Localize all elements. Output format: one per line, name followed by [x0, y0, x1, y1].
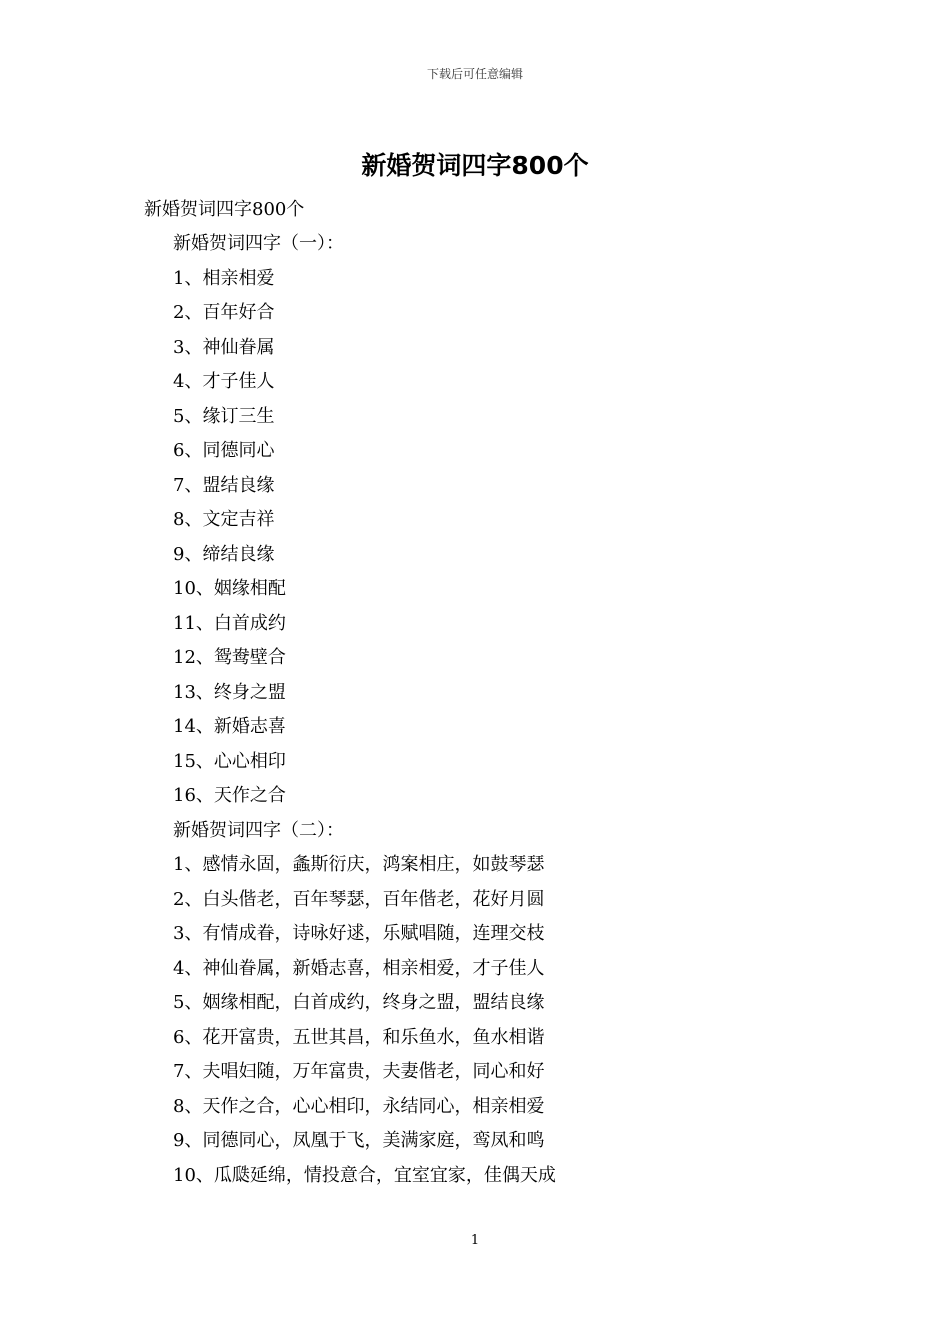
list-item: 4、神仙眷属，新婚志喜，相亲相爱，才子佳人	[173, 957, 545, 979]
list-item: 2、百年好合	[173, 302, 275, 323]
section-heading-1: 新婚贺词四字（一）：	[173, 233, 344, 254]
list-item: 11、白首成约	[173, 612, 286, 634]
list-item: 16、天作之合	[173, 785, 286, 806]
list-item: 15、心心相印	[173, 750, 286, 772]
page-number: 1	[470, 1233, 480, 1248]
list-item: 7、夫唱妇随，万年富贵，夫妻偕老，同心和好	[173, 1061, 545, 1082]
list-item: 5、姻缘相配，白首成约，终身之盟，盟结良缘	[173, 992, 545, 1013]
list-item: 2、白头偕老，百年琴瑟，百年偕老，花好月圆	[173, 888, 545, 910]
list-item: 1、感情永固，螽斯衍庆，鸿案相庄，如鼓琴瑟	[173, 854, 545, 875]
list-item: 5、缘订三生	[173, 405, 275, 427]
body-text	[173, 230, 556, 1196]
list-item: 6、花开富贵，五世其昌，和乐鱼水，鱼水相谐	[173, 1026, 545, 1048]
document-title: 新婚贺词四字800个	[361, 151, 589, 180]
list-item: 9、缔结良缘	[173, 543, 275, 565]
list-item: 8、天作之合，心心相印，永结同心，相亲相爱	[173, 1095, 545, 1117]
list-item: 10、瓜瓞延绵，情投意合，宜室宜家，佳偶天成	[173, 1164, 556, 1186]
list-item: 6、同德同心	[173, 440, 275, 461]
list-item: 9、同德同心，凤凰于飞，美满家庭，鸾凤和鸣	[173, 1130, 545, 1151]
list-item: 14、新婚志喜	[173, 716, 286, 737]
list-item: 8、文定吉祥	[173, 509, 275, 530]
list-item: 13、终身之盟	[173, 681, 286, 703]
list-item: 7、盟结良缘	[173, 474, 275, 496]
section-heading-2: 新婚贺词四字（二）：	[173, 819, 344, 841]
list-item: 3、神仙眷属	[173, 336, 275, 358]
list-item: 10、姻缘相配	[173, 578, 286, 599]
list-item: 1、相亲相爱	[173, 267, 275, 289]
list-item: 4、才子佳人	[173, 371, 275, 392]
document-subtitle: 新婚贺词四字800个	[144, 199, 305, 220]
list-item: 3、有情成眷，诗咏好逑，乐赋唱随，连理交枝	[173, 923, 545, 944]
page-header: 下载后可任意编辑	[426, 67, 523, 81]
list-item: 12、鸳鸯壁合	[173, 647, 286, 668]
